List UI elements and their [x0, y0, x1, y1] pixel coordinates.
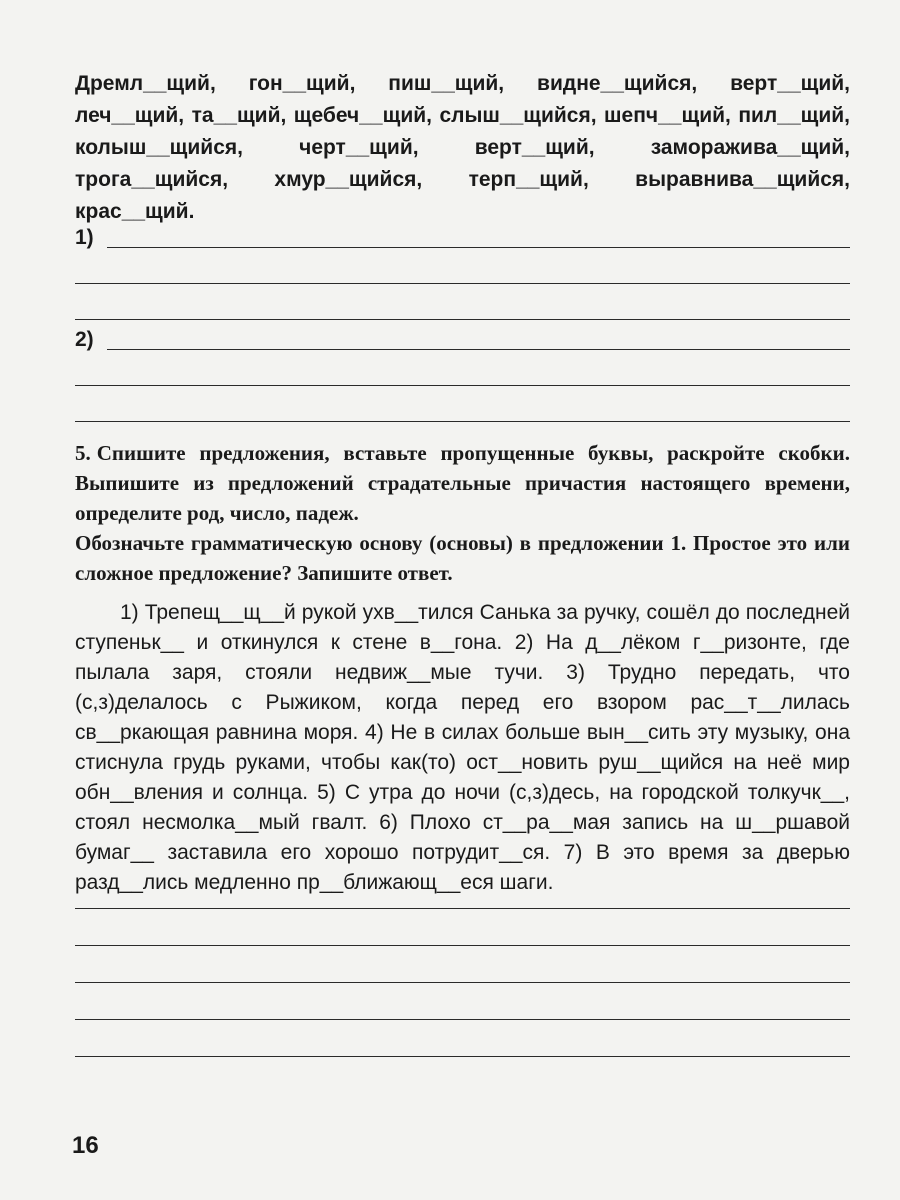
- answer-row: [75, 394, 850, 430]
- answer-line[interactable]: [75, 1056, 850, 1057]
- answer-line[interactable]: [75, 421, 850, 422]
- word-list: Дремл__щий, гон__щий, пиш__щий, видне__щийся, верт__щий, леч__щий, та__щий, щебеч__щий, слыш__щийся, шепч__щий, пил__щий, колыш__щийся, черт__щий, верт__щий, заморажива__щий, трога__щийся, хмур__щийся, терп__щий, выравнива__щийся, крас__щий.: [75, 72, 850, 223]
- exercise-text: 1) Трепещ__щ__й рукой ухв__тился Санька за ручку, сошёл до последней ступеньк__ и откинулся к стене в__гона. 2) На д__лёком г__ризонте, где пылала заря, стояли недвиж__мые тучи. 3) Трудно передать, что (с,з)делалось с Рыжиком, когда перед его взором рас__т__лилась св__ркающая равнина моря. 4) Не в силах больше вын__сить эту музыку, она стиснула грудь руками, чтобы как(то) ост__новить руш__щийся на неё мир обн__вления и солнца. 5) С утра до ночи (с,з)десь, на городской толкучк__, стоял несмолка__мый гвалт. 6) Плохо ст__ра__мая запись на ш__ршавой бумаг__ заставила его хорошо потрудит__ся. 7) В это время за дверью разд__лись медленно пр__ближающ__еся шаги.: [75, 601, 850, 894]
- task-number: 5.: [75, 441, 91, 465]
- task-5: [75, 438, 850, 588]
- answer-line[interactable]: [75, 385, 850, 386]
- bottom-answer-lines: [75, 908, 850, 1093]
- answer-number-1: 1): [75, 226, 94, 249]
- answer-row: [75, 358, 850, 394]
- answer-line[interactable]: [75, 283, 850, 284]
- answer-line[interactable]: [107, 247, 850, 248]
- answer-line[interactable]: [75, 945, 850, 946]
- task-instruction-1-text: Спишите предложения, вставьте пропущенные буквы, раскройте скобки. Выпишите из предложений страдательные причастия настоящего времени, определите род, число, падеж.: [75, 441, 850, 525]
- answer-row: [75, 256, 850, 292]
- answer-block-2: [75, 322, 850, 430]
- task-instruction-2: Обозначьте грамматическую основу (основы) в предложении 1. Простое это или сложное предложение? Запишите ответ.: [75, 531, 850, 585]
- answer-block-1: [75, 220, 850, 328]
- answer-line[interactable]: [75, 908, 850, 909]
- answer-row-1: [75, 220, 850, 256]
- answer-row-2: [75, 322, 850, 358]
- answer-line[interactable]: [75, 982, 850, 983]
- answer-line[interactable]: [75, 1019, 850, 1020]
- task-instruction-1: [75, 438, 850, 528]
- answer-line[interactable]: [107, 349, 850, 350]
- answer-line[interactable]: [75, 319, 850, 320]
- answer-number-2: 2): [75, 328, 94, 351]
- page-number: 16: [72, 1132, 99, 1159]
